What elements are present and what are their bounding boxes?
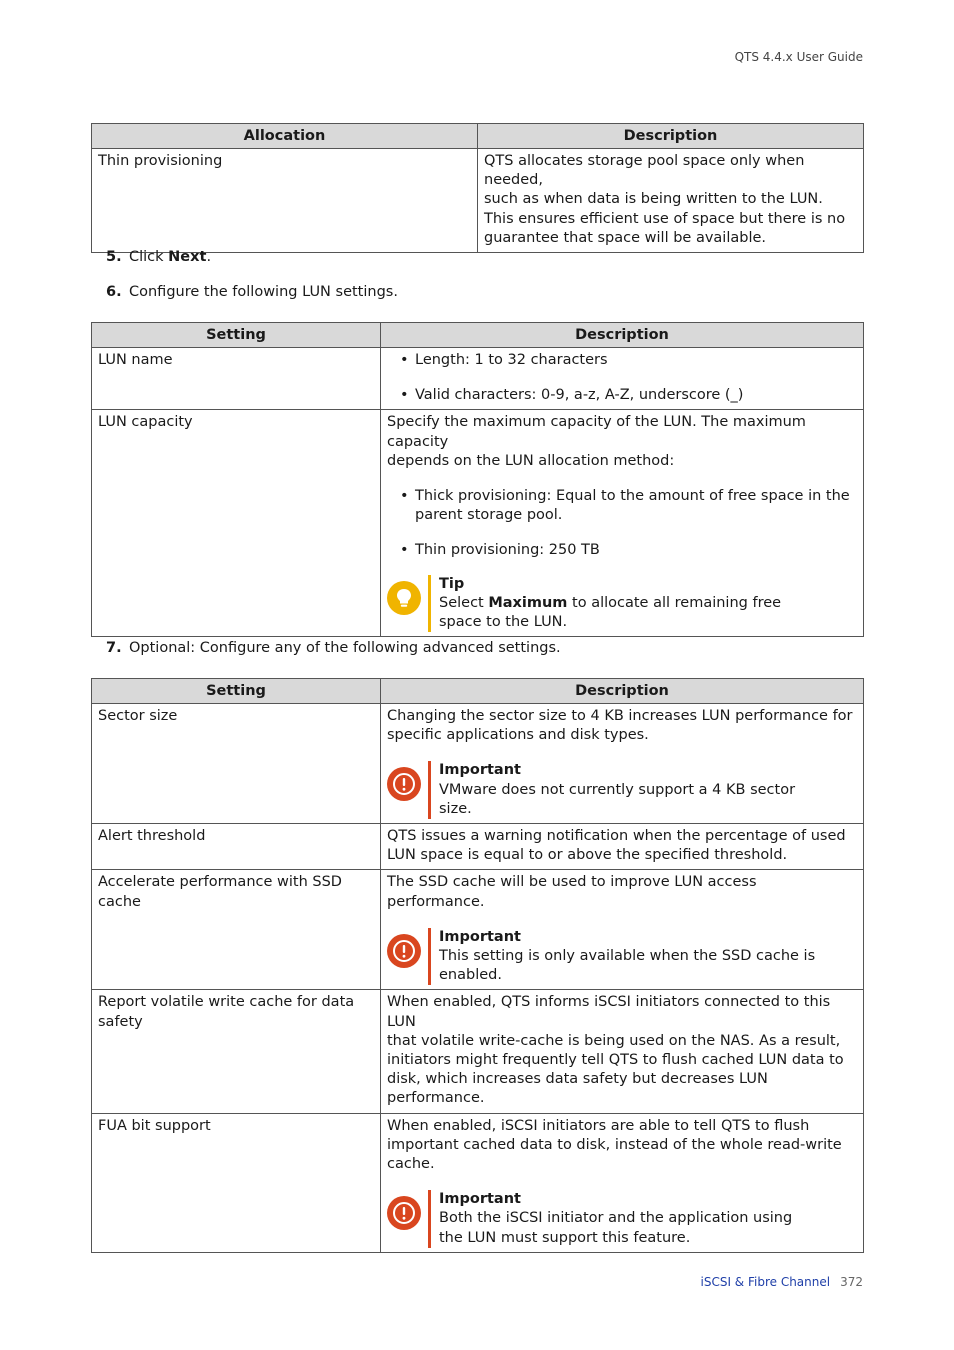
desc-line: specific applications and disk types. xyxy=(387,727,649,744)
setting-description xyxy=(381,348,864,410)
callout-title: Important xyxy=(439,928,521,945)
desc-line: disk, which increases data safety but decreases LUN performance. xyxy=(387,1071,768,1107)
callout-bar xyxy=(428,575,431,633)
setting-description xyxy=(381,1113,864,1252)
setting-name: FUA bit support xyxy=(92,1113,381,1252)
desc-line: cache. xyxy=(387,1156,435,1173)
bullet-icon: • xyxy=(400,542,409,559)
step-bold: Next xyxy=(168,249,207,265)
important-callout xyxy=(387,761,857,819)
setting-name xyxy=(92,990,381,1113)
bullet-list xyxy=(387,351,857,405)
step-7 xyxy=(106,640,561,656)
header-setting: Setting xyxy=(92,323,381,348)
table-row xyxy=(92,870,864,990)
table-row xyxy=(92,348,864,410)
header-setting: Setting xyxy=(92,679,381,704)
tip-callout xyxy=(387,575,857,633)
table-row xyxy=(92,824,864,870)
callout-line xyxy=(439,594,781,613)
desc-line: Specify the maximum capacity of the LUN. The maximum capacity xyxy=(387,414,806,450)
list-item xyxy=(387,541,857,560)
table-header-row xyxy=(92,679,864,704)
setting-name-line: safety xyxy=(98,1013,143,1030)
setting-name-line: Accelerate performance with SSD xyxy=(98,874,342,891)
callout-text: to allocate all remaining free xyxy=(567,594,782,611)
guide-title: QTS 4.4.x User Guide xyxy=(734,50,863,64)
setting-name: Sector size xyxy=(92,704,381,824)
step-number: 5. xyxy=(106,249,122,265)
callout-line: VMware does not currently support a 4 KB sector xyxy=(439,781,796,798)
exclamation-icon xyxy=(387,934,421,968)
table-row xyxy=(92,704,864,824)
callout-body xyxy=(439,761,795,819)
callout-line: This setting is only available when the SSD cache is xyxy=(439,948,816,965)
exclamation-icon xyxy=(387,767,421,801)
desc-line: such as when data is being written to the LUN. xyxy=(484,191,823,208)
callout-bar xyxy=(428,928,431,986)
desc-line: When enabled, QTS informs iSCSI initiators connected to this LUN xyxy=(387,994,831,1030)
lun-settings-table xyxy=(91,322,864,637)
desc-line: QTS issues a warning notification when the percentage of used xyxy=(387,828,846,845)
list-item xyxy=(387,351,857,370)
callout-line: enabled. xyxy=(439,967,502,984)
setting-description xyxy=(381,870,864,990)
header-description: Description xyxy=(381,679,864,704)
setting-description xyxy=(381,824,864,870)
setting-description xyxy=(381,704,864,824)
advanced-settings-table xyxy=(91,678,864,1253)
bullet-icon: • xyxy=(400,488,409,505)
desc-line: LUN space is equal to or above the specified threshold. xyxy=(387,847,788,864)
desc-line: initiators might frequently tell QTS to flush cached LUN data to xyxy=(387,1052,844,1069)
setting-name xyxy=(92,870,381,990)
desc-line: guarantee that space will be available. xyxy=(484,229,766,246)
callout-line: Both the iSCSI initiator and the application using xyxy=(439,1210,793,1227)
callout-line: space to the LUN. xyxy=(439,614,568,631)
important-callout xyxy=(387,928,857,986)
callout-bar xyxy=(428,1190,431,1248)
step-5 xyxy=(106,249,211,265)
step-6 xyxy=(106,284,398,300)
header-description: Description xyxy=(381,323,864,348)
setting-name: Alert threshold xyxy=(92,824,381,870)
bullet-icon: • xyxy=(400,352,409,368)
desc-line: QTS allocates storage pool space only when needed, xyxy=(484,153,805,189)
setting-description xyxy=(381,410,864,637)
list-item-text: parent storage pool. xyxy=(415,507,563,524)
callout-title: Important xyxy=(439,1191,521,1208)
list-item-text: Valid characters: 0-9, a-z, A-Z, underscore (_) xyxy=(415,387,744,404)
setting-name-line: Report volatile write cache for data xyxy=(98,994,355,1011)
page-number: 372 xyxy=(840,1275,863,1289)
step-text: Click xyxy=(129,249,169,265)
list-item-text: Thin provisioning: 250 TB xyxy=(415,542,600,559)
row-description xyxy=(478,149,864,253)
important-callout xyxy=(387,1190,857,1248)
callout-line: the LUN must support this feature. xyxy=(439,1229,691,1246)
desc-line: The SSD cache will be used to improve LUN access performance. xyxy=(387,874,757,910)
header-allocation: Allocation xyxy=(92,124,478,149)
bullet-icon: • xyxy=(400,387,409,404)
list-item-text: Length: 1 to 32 characters xyxy=(415,352,608,368)
desc-line: depends on the LUN allocation method: xyxy=(387,452,675,469)
callout-body xyxy=(439,928,815,986)
allocation-table xyxy=(91,123,864,253)
callout-bar xyxy=(428,761,431,819)
step-text-end: . xyxy=(206,249,212,265)
callout-body xyxy=(439,1190,792,1248)
bullet-list xyxy=(387,487,857,561)
callout-line: size. xyxy=(439,800,472,817)
callout-bold: Maximum xyxy=(488,594,568,611)
step-number: 6. xyxy=(106,284,122,300)
callout-title: Tip xyxy=(439,575,465,592)
setting-description xyxy=(381,990,864,1113)
lightbulb-icon xyxy=(387,581,421,615)
table-row xyxy=(92,410,864,637)
header-description: Description xyxy=(478,124,864,149)
table-header-row xyxy=(92,124,864,149)
row-name: Thin provisioning xyxy=(92,149,478,253)
setting-name: LUN name xyxy=(92,348,381,410)
desc-line: Changing the sector size to 4 KB increases LUN performance for xyxy=(387,708,853,724)
desc-line: that volatile write-cache is being used on the NAS. As a result, xyxy=(387,1032,841,1049)
page-footer xyxy=(701,1275,864,1289)
step-text: Optional: Configure any of the following advanced settings. xyxy=(129,640,561,656)
footer-section-link[interactable]: iSCSI & Fibre Channel xyxy=(700,1275,831,1289)
callout-text: Select xyxy=(439,594,489,611)
setting-name-line: cache xyxy=(98,893,141,910)
callout-body xyxy=(439,575,781,633)
callout-title: Important xyxy=(439,762,521,779)
list-item-text: Thick provisioning: Equal to the amount of free space in the xyxy=(415,488,850,505)
setting-name: LUN capacity xyxy=(92,410,381,637)
table-row xyxy=(92,1113,864,1252)
list-item xyxy=(387,487,857,525)
desc-line: important cached data to disk, instead of the whole read-write xyxy=(387,1136,842,1153)
exclamation-icon xyxy=(387,1196,421,1230)
table-row xyxy=(92,990,864,1113)
desc-line: When enabled, iSCSI initiators are able to tell QTS to flush xyxy=(387,1117,810,1134)
table-row xyxy=(92,149,864,253)
step-text: Configure the following LUN settings. xyxy=(129,284,398,300)
list-item xyxy=(387,386,857,405)
table-header-row xyxy=(92,323,864,348)
step-number: 7. xyxy=(106,640,122,656)
desc-line: This ensures efficient use of space but there is no xyxy=(484,210,846,227)
